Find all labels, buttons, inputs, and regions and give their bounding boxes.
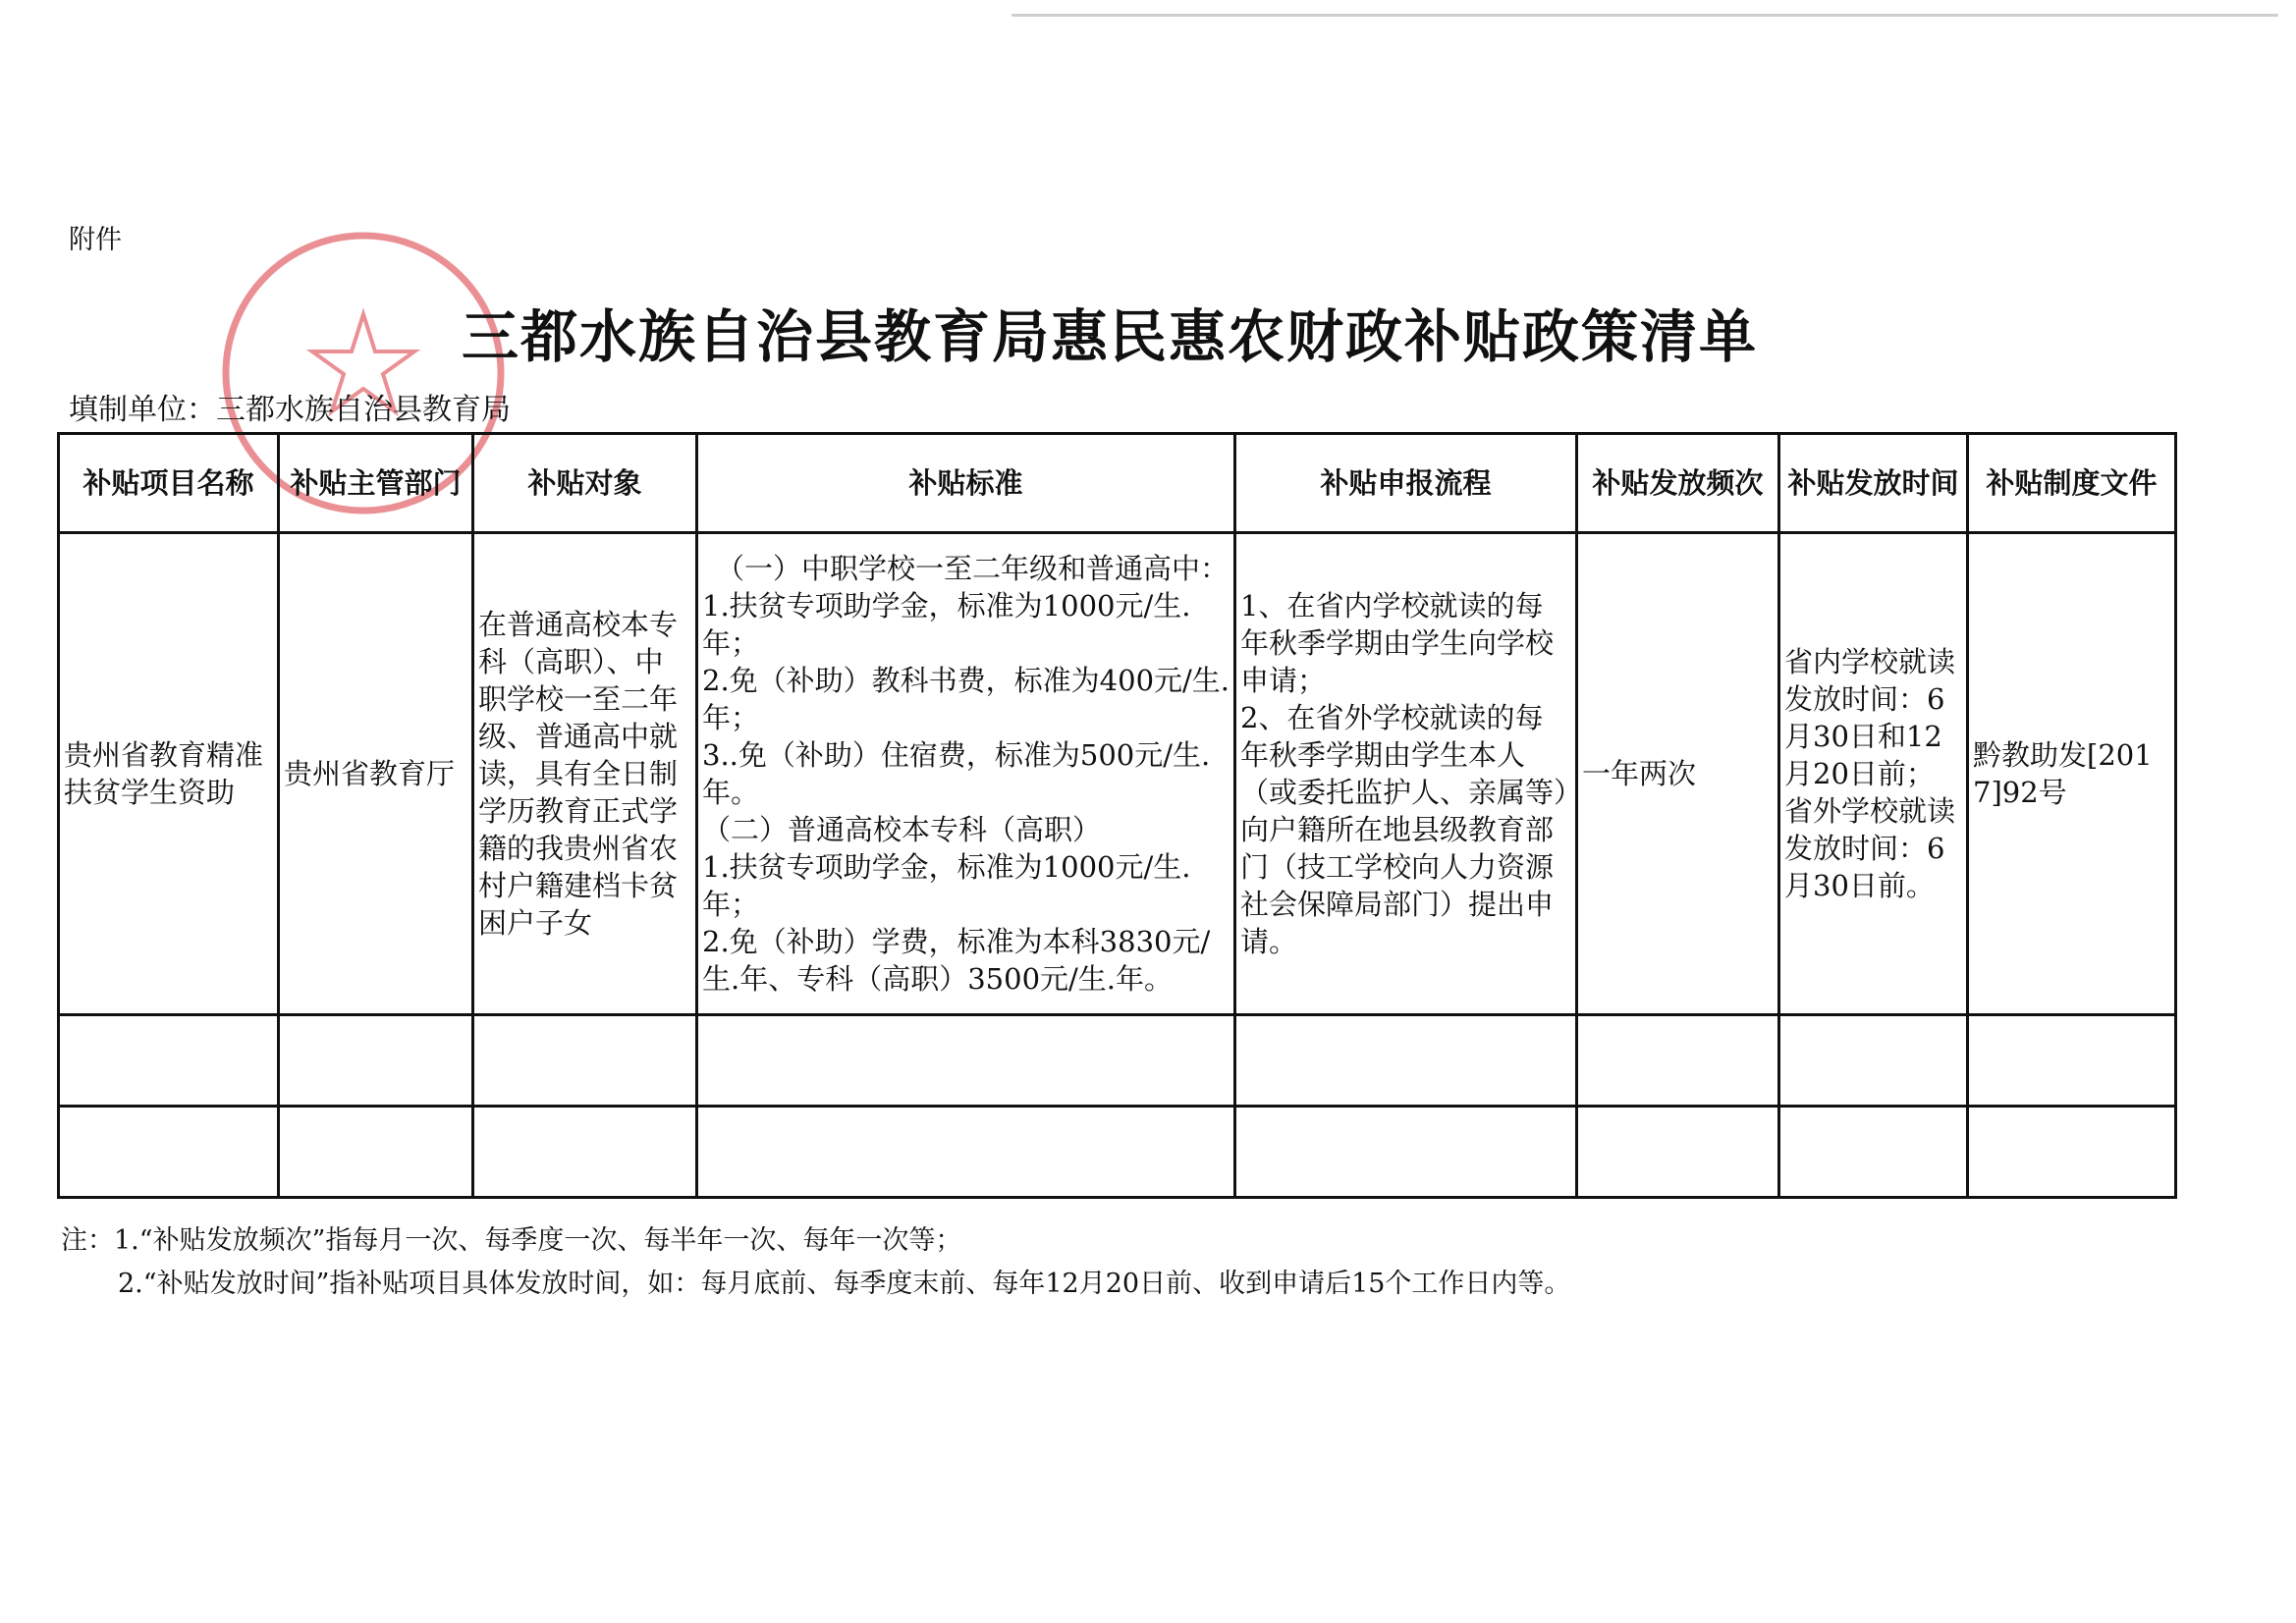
header-frequency: 补贴发放频次 bbox=[1577, 434, 1779, 533]
header-time: 补贴发放时间 bbox=[1779, 434, 1968, 533]
attachment-label: 附件 bbox=[69, 225, 122, 255]
header-target: 补贴对象 bbox=[473, 434, 697, 533]
standard-line: 2.免（补助）学费，标准为本科3830元/生.年、专科（高职）3500元/生.年。 bbox=[702, 925, 1211, 996]
process-line: 2、在省外学校就读的每年秋季学期由学生本人（或委托监护人、亲属等）向户籍所在地县级教育部门（技工学校向人力资源社会保障局部门）提出申请。 bbox=[1240, 701, 1568, 958]
standard-line: 1.扶贫专项助学金，标准为1000元/生.年； bbox=[702, 850, 1191, 921]
header-department: 补贴主管部门 bbox=[279, 434, 473, 533]
footnote-2: 2.“补贴发放时间”指补贴项目具体发放时间，如：每月底前、每季度末前、每年12月20日前、收到申请后15个工作日内等。 bbox=[118, 1269, 1571, 1299]
policy-table bbox=[57, 432, 2177, 1199]
cell-frequency: 一年两次 bbox=[1577, 533, 1779, 1015]
footnote-1: 注：1.“补贴发放频次”指每月一次、每季度一次、每半年一次、每年一次等； bbox=[61, 1225, 962, 1256]
cell-standard bbox=[697, 533, 1235, 1015]
cell-project-name: 贵州省教育精准扶贫学生资助 bbox=[59, 533, 279, 1015]
table-row bbox=[59, 533, 2176, 1015]
header-project-name: 补贴项目名称 bbox=[59, 434, 279, 533]
filling-unit: 填制单位：三都水族自治县教育局 bbox=[69, 393, 511, 427]
cell-document: 黔教助发[2017]92号 bbox=[1968, 533, 2176, 1015]
cell-process bbox=[1235, 533, 1577, 1015]
standard-line: （二）普通高校本专科（高职） bbox=[702, 813, 1102, 846]
scan-edge-line bbox=[1011, 14, 2278, 17]
standard-line: 3..免（补助）住宿费，标准为500元/生.年。 bbox=[702, 738, 1211, 809]
standard-line: 2.免（补助）教科书费，标准为400元/生.年； bbox=[702, 664, 1230, 734]
header-document: 补贴制度文件 bbox=[1968, 434, 2176, 533]
cell-department: 贵州省教育厅 bbox=[279, 533, 473, 1015]
table-row-empty bbox=[59, 1107, 2176, 1198]
standard-line: 1.扶贫专项助学金，标准为1000元/生.年； bbox=[702, 589, 1191, 660]
header-standard: 补贴标准 bbox=[697, 434, 1235, 533]
footnotes bbox=[61, 1219, 1570, 1306]
process-line: 1、在省内学校就读的每年秋季学期由学生向学校申请； bbox=[1240, 589, 1555, 697]
cell-time: 省内学校就读发放时间：6月30日和12月20日前；省外学校就读发放时间：6月30日前。 bbox=[1779, 533, 1968, 1015]
page-title: 三都水族自治县教育局惠民惠农财政补贴政策清单 bbox=[462, 303, 1759, 370]
table-row-empty bbox=[59, 1015, 2176, 1107]
table-header-row bbox=[59, 434, 2176, 533]
standard-line: （一）中职学校一至二年级和普通高中： bbox=[716, 552, 1230, 585]
header-process: 补贴申报流程 bbox=[1235, 434, 1577, 533]
cell-target: 在普通高校本专科（高职）、中职学校一至二年级、普通高中就读，具有全日制学历教育正式学籍的我贵州省农村户籍建档卡贫困户子女 bbox=[473, 533, 697, 1015]
